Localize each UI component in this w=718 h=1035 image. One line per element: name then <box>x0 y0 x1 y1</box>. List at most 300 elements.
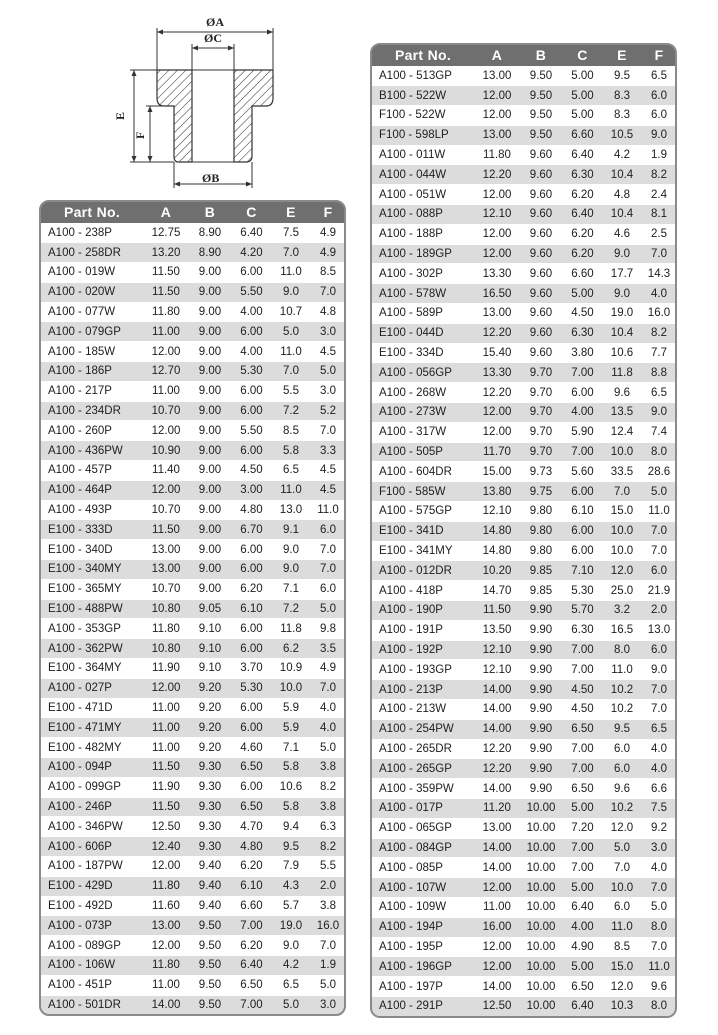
cell-f: 8.0 <box>642 917 676 937</box>
cell-b: 8.90 <box>188 223 232 243</box>
cell-part-no: A100 - 193GP <box>371 660 475 680</box>
cell-a: 12.00 <box>475 403 519 423</box>
cell-a: 13.00 <box>144 560 188 580</box>
cell-b: 9.90 <box>519 700 563 720</box>
cell-e: 5.7 <box>271 896 311 916</box>
column-header-a: A <box>475 44 519 66</box>
cell-a: 12.00 <box>475 224 519 244</box>
table-row <box>40 837 345 857</box>
cell-f: 7.5 <box>642 798 676 818</box>
cell-c: 5.00 <box>563 86 602 106</box>
cell-f: 7.0 <box>311 282 345 302</box>
cell-e: 10.2 <box>602 680 642 700</box>
cell-part-no: A100 - 501DR <box>40 995 144 1015</box>
cell-f: 5.0 <box>311 975 345 995</box>
cell-part-no: A100 - 265DR <box>371 739 475 759</box>
cell-a: 11.80 <box>144 955 188 975</box>
cell-f: 3.8 <box>311 797 345 817</box>
table-row <box>371 482 676 502</box>
cell-f: 7.0 <box>642 244 676 264</box>
cell-b: 9.00 <box>188 540 232 560</box>
table-row <box>40 857 345 877</box>
cell-c: 7.00 <box>563 363 602 383</box>
cell-c: 6.50 <box>232 758 271 778</box>
cell-a: 12.50 <box>144 817 188 837</box>
cell-a: 12.00 <box>144 480 188 500</box>
cell-a: 13.00 <box>475 818 519 838</box>
cell-e: 4.3 <box>271 876 311 896</box>
cell-a: 13.30 <box>475 264 519 284</box>
table-row <box>371 719 676 739</box>
cell-e: 5.8 <box>271 797 311 817</box>
table-row <box>371 917 676 937</box>
cell-part-no: A100 - 189GP <box>371 244 475 264</box>
cell-e: 6.5 <box>271 975 311 995</box>
cell-c: 6.50 <box>563 977 602 997</box>
cell-c: 6.20 <box>232 857 271 877</box>
cell-e: 13.5 <box>602 403 642 423</box>
table-row <box>40 421 345 441</box>
table-row <box>371 185 676 205</box>
cell-f: 9.0 <box>642 660 676 680</box>
cell-a: 10.20 <box>475 561 519 581</box>
cell-c: 6.00 <box>232 619 271 639</box>
column-header-f: F <box>642 44 676 66</box>
cell-e: 11.0 <box>602 660 642 680</box>
cell-c: 7.20 <box>563 818 602 838</box>
cell-c: 6.30 <box>563 323 602 343</box>
cell-c: 6.70 <box>232 520 271 540</box>
cell-c: 6.00 <box>232 322 271 342</box>
cell-f: 8.2 <box>642 165 676 185</box>
cell-f: 28.6 <box>642 462 676 482</box>
cell-part-no: A100 - 190P <box>371 601 475 621</box>
cell-b: 10.00 <box>519 878 563 898</box>
cell-b: 9.90 <box>519 719 563 739</box>
cell-b: 10.00 <box>519 996 563 1016</box>
cell-f: 2.4 <box>642 185 676 205</box>
table-row <box>371 422 676 442</box>
cell-f: 4.0 <box>642 284 676 304</box>
cell-part-no: E100 - 492D <box>40 896 144 916</box>
cell-f: 8.5 <box>311 263 345 283</box>
cell-a: 13.00 <box>144 916 188 936</box>
cell-c: 7.00 <box>563 442 602 462</box>
cell-c: 6.50 <box>563 779 602 799</box>
table-row <box>40 896 345 916</box>
cell-f: 5.0 <box>642 897 676 917</box>
cell-c: 6.20 <box>563 224 602 244</box>
table-row <box>371 977 676 997</box>
table-row <box>371 264 676 284</box>
cell-e: 9.6 <box>602 779 642 799</box>
cell-e: 10.0 <box>602 442 642 462</box>
cell-e: 7.0 <box>602 482 642 502</box>
table-row <box>371 957 676 977</box>
cell-b: 9.50 <box>519 66 563 86</box>
cell-part-no: A100 - 107W <box>371 878 475 898</box>
cell-part-no: F100 - 522W <box>371 106 475 126</box>
cell-a: 16.00 <box>475 917 519 937</box>
cell-b: 9.20 <box>188 698 232 718</box>
cell-e: 12.0 <box>602 818 642 838</box>
cell-part-no: A100 - 273W <box>371 403 475 423</box>
cell-c: 3.70 <box>232 659 271 679</box>
cell-b: 9.00 <box>188 579 232 599</box>
cell-e: 12.0 <box>602 561 642 581</box>
cell-a: 13.00 <box>475 304 519 324</box>
table-header-row <box>371 44 676 66</box>
cell-b: 9.00 <box>188 480 232 500</box>
cell-part-no: A100 - 020W <box>40 282 144 302</box>
cell-e: 6.2 <box>271 639 311 659</box>
cell-c: 6.60 <box>563 264 602 284</box>
cell-e: 10.5 <box>602 125 642 145</box>
cell-e: 9.5 <box>602 719 642 739</box>
cell-c: 6.00 <box>232 381 271 401</box>
cell-a: 11.00 <box>144 322 188 342</box>
cell-a: 12.00 <box>475 957 519 977</box>
cell-b: 9.00 <box>188 282 232 302</box>
table-row <box>371 739 676 759</box>
cell-part-no: A100 - 505P <box>371 442 475 462</box>
cell-a: 12.10 <box>475 205 519 225</box>
cell-c: 6.00 <box>563 383 602 403</box>
cell-b: 9.73 <box>519 462 563 482</box>
cell-a: 11.40 <box>144 461 188 481</box>
cell-f: 11.0 <box>311 500 345 520</box>
cell-f: 4.9 <box>311 659 345 679</box>
cell-part-no: A100 - 012DR <box>371 561 475 581</box>
cell-f: 4.0 <box>311 718 345 738</box>
column-header-part-no: Part No. <box>371 44 475 66</box>
cell-f: 2.0 <box>642 601 676 621</box>
table-row <box>371 521 676 541</box>
cell-f: 6.5 <box>642 383 676 403</box>
cell-e: 5.9 <box>271 698 311 718</box>
cell-part-no: A100 - 056GP <box>371 363 475 383</box>
dimension-label-f: F <box>133 131 147 139</box>
cell-c: 7.00 <box>563 660 602 680</box>
cell-e: 11.8 <box>271 619 311 639</box>
cell-a: 12.20 <box>475 323 519 343</box>
cell-part-no: A100 - 362PW <box>40 639 144 659</box>
cell-a: 12.00 <box>475 244 519 264</box>
cell-a: 11.50 <box>144 797 188 817</box>
cell-e: 9.0 <box>271 282 311 302</box>
cell-f: 5.0 <box>311 738 345 758</box>
cell-f: 1.9 <box>642 145 676 165</box>
table-row <box>371 561 676 581</box>
cell-c: 4.00 <box>563 403 602 423</box>
cell-f: 4.9 <box>311 223 345 243</box>
cell-f: 4.5 <box>311 480 345 500</box>
cell-a: 14.00 <box>475 719 519 739</box>
cell-a: 15.40 <box>475 343 519 363</box>
cell-b: 9.00 <box>188 441 232 461</box>
cell-f: 7.0 <box>642 878 676 898</box>
cell-e: 9.0 <box>271 560 311 580</box>
cell-part-no: A100 - 238P <box>40 223 144 243</box>
cell-a: 12.00 <box>475 86 519 106</box>
table-row <box>40 381 345 401</box>
cell-b: 9.05 <box>188 599 232 619</box>
cell-b: 10.00 <box>519 818 563 838</box>
cell-b: 9.00 <box>188 500 232 520</box>
table-row <box>371 897 676 917</box>
cell-f: 6.0 <box>642 561 676 581</box>
cell-part-no: A100 - 451P <box>40 975 144 995</box>
cell-c: 3.80 <box>563 343 602 363</box>
cell-part-no: E100 - 482MY <box>40 738 144 758</box>
bushing-cross-section-diagram <box>110 10 300 190</box>
cell-b: 9.30 <box>188 797 232 817</box>
cell-b: 9.00 <box>188 461 232 481</box>
cell-c: 7.00 <box>563 759 602 779</box>
cell-b: 9.50 <box>188 955 232 975</box>
cell-f: 4.5 <box>311 461 345 481</box>
dimension-label-c: ØC <box>204 31 222 45</box>
cell-b: 9.00 <box>188 560 232 580</box>
table-row <box>371 640 676 660</box>
cell-e: 8.5 <box>602 937 642 957</box>
cell-c: 7.00 <box>563 739 602 759</box>
cell-e: 11.0 <box>271 263 311 283</box>
table-row <box>371 304 676 324</box>
cell-c: 4.50 <box>232 461 271 481</box>
cell-b: 9.60 <box>519 264 563 284</box>
table-row <box>40 263 345 283</box>
cell-a: 11.50 <box>144 520 188 540</box>
cell-part-no: A100 - 346PW <box>40 817 144 837</box>
cell-c: 6.40 <box>563 145 602 165</box>
cell-f: 4.0 <box>642 739 676 759</box>
column-header-e: E <box>271 201 311 223</box>
table-row <box>371 125 676 145</box>
cell-b: 9.50 <box>519 106 563 126</box>
cell-part-no: E100 - 364MY <box>40 659 144 679</box>
cell-b: 9.70 <box>519 363 563 383</box>
cell-b: 9.30 <box>188 758 232 778</box>
cell-e: 7.9 <box>271 857 311 877</box>
cell-part-no: A100 - 099GP <box>40 777 144 797</box>
cell-c: 6.40 <box>563 205 602 225</box>
cell-part-no: A100 - 017P <box>371 798 475 818</box>
cell-part-no: A100 - 359PW <box>371 779 475 799</box>
table-row <box>40 639 345 659</box>
table-row <box>371 165 676 185</box>
cell-c: 6.00 <box>232 698 271 718</box>
cell-e: 6.5 <box>271 461 311 481</box>
cell-b: 9.85 <box>519 581 563 601</box>
cell-a: 12.00 <box>144 936 188 956</box>
cell-part-no: E100 - 471MY <box>40 718 144 738</box>
cell-b: 9.00 <box>188 421 232 441</box>
cell-b: 9.00 <box>188 322 232 342</box>
cell-a: 12.00 <box>475 185 519 205</box>
cell-a: 11.50 <box>144 758 188 778</box>
cell-a: 10.70 <box>144 579 188 599</box>
table-row <box>371 224 676 244</box>
cell-b: 9.60 <box>519 304 563 324</box>
cell-part-no: A100 - 457P <box>40 461 144 481</box>
cell-f: 4.0 <box>642 759 676 779</box>
cell-c: 4.60 <box>232 738 271 758</box>
cell-f: 6.3 <box>311 817 345 837</box>
cell-e: 5.9 <box>271 718 311 738</box>
table-row <box>371 581 676 601</box>
table-row <box>371 838 676 858</box>
column-header-b: B <box>188 201 232 223</box>
cell-e: 11.8 <box>602 363 642 383</box>
cell-f: 6.0 <box>642 640 676 660</box>
table-row <box>40 678 345 698</box>
cell-a: 11.70 <box>475 442 519 462</box>
cell-c: 7.00 <box>563 838 602 858</box>
cell-f: 9.0 <box>642 125 676 145</box>
cell-c: 5.90 <box>563 422 602 442</box>
cell-part-no: A100 - 246P <box>40 797 144 817</box>
cell-a: 11.00 <box>144 698 188 718</box>
table-row <box>40 401 345 421</box>
cell-part-no: A100 - 317W <box>371 422 475 442</box>
cell-a: 11.60 <box>144 896 188 916</box>
table-row <box>371 779 676 799</box>
cell-f: 5.0 <box>311 362 345 382</box>
cell-f: 3.0 <box>642 838 676 858</box>
cell-f: 16.0 <box>642 304 676 324</box>
cell-f: 4.0 <box>642 858 676 878</box>
cell-part-no: A100 - 051W <box>371 185 475 205</box>
cell-a: 12.10 <box>475 660 519 680</box>
cell-part-no: A100 - 088P <box>371 205 475 225</box>
cell-f: 7.7 <box>642 343 676 363</box>
table-row <box>371 145 676 165</box>
table-row <box>40 916 345 936</box>
cell-f: 4.8 <box>311 302 345 322</box>
column-header-b: B <box>519 44 563 66</box>
cell-a: 14.80 <box>475 521 519 541</box>
cell-e: 7.0 <box>271 243 311 263</box>
cell-a: 12.00 <box>475 106 519 126</box>
cell-f: 5.0 <box>311 599 345 619</box>
cell-e: 8.5 <box>271 421 311 441</box>
cell-e: 10.4 <box>602 205 642 225</box>
cell-e: 5.0 <box>602 838 642 858</box>
cell-c: 6.40 <box>563 897 602 917</box>
cell-part-no: A100 - 094P <box>40 758 144 778</box>
cell-f: 3.0 <box>311 381 345 401</box>
cell-part-no: E100 - 340D <box>40 540 144 560</box>
table-row <box>40 619 345 639</box>
cell-a: 13.20 <box>144 243 188 263</box>
cell-e: 10.2 <box>602 798 642 818</box>
cell-f: 7.0 <box>642 541 676 561</box>
table-row <box>371 462 676 482</box>
cell-c: 4.00 <box>563 917 602 937</box>
cell-c: 5.00 <box>563 106 602 126</box>
column-header-part-no: Part No. <box>40 201 144 223</box>
cell-e: 25.0 <box>602 581 642 601</box>
cell-f: 8.1 <box>642 205 676 225</box>
cell-part-no: E100 - 044D <box>371 323 475 343</box>
cell-part-no: A100 - 589P <box>371 304 475 324</box>
cell-part-no: A100 - 077W <box>40 302 144 322</box>
cell-part-no: A100 - 084GP <box>371 838 475 858</box>
cell-f: 3.8 <box>311 896 345 916</box>
cell-f: 14.3 <box>642 264 676 284</box>
dimension-label-a: ØA <box>206 15 224 29</box>
cell-b: 9.80 <box>519 521 563 541</box>
cell-a: 13.00 <box>475 66 519 86</box>
cell-f: 7.0 <box>311 560 345 580</box>
cell-e: 10.0 <box>602 878 642 898</box>
cell-a: 11.00 <box>144 718 188 738</box>
table-row <box>371 244 676 264</box>
cell-e: 6.0 <box>602 897 642 917</box>
cell-e: 10.6 <box>602 343 642 363</box>
cell-a: 11.80 <box>475 145 519 165</box>
cell-c: 3.00 <box>232 480 271 500</box>
cell-c: 6.00 <box>563 482 602 502</box>
cell-e: 9.0 <box>602 244 642 264</box>
cell-part-no: A100 - 044W <box>371 165 475 185</box>
cell-part-no: A100 - 575GP <box>371 502 475 522</box>
cell-f: 4.0 <box>311 698 345 718</box>
table-row <box>40 817 345 837</box>
cell-c: 6.20 <box>563 185 602 205</box>
cell-part-no: A100 - 027P <box>40 678 144 698</box>
cell-f: 6.0 <box>642 86 676 106</box>
cell-f: 8.2 <box>311 837 345 857</box>
cell-part-no: E100 - 333D <box>40 520 144 540</box>
cell-f: 6.6 <box>642 779 676 799</box>
cell-c: 6.30 <box>563 165 602 185</box>
cell-c: 6.50 <box>232 975 271 995</box>
cell-b: 9.80 <box>519 541 563 561</box>
cell-f: 7.0 <box>642 521 676 541</box>
cell-b: 9.90 <box>519 660 563 680</box>
cell-c: 5.00 <box>563 284 602 304</box>
cell-c: 7.10 <box>563 561 602 581</box>
cell-f: 7.4 <box>642 422 676 442</box>
cell-c: 6.00 <box>563 541 602 561</box>
cell-c: 5.70 <box>563 601 602 621</box>
cell-e: 5.5 <box>271 381 311 401</box>
cell-part-no: E100 - 471D <box>40 698 144 718</box>
cell-f: 6.0 <box>311 579 345 599</box>
cell-c: 5.50 <box>232 421 271 441</box>
table-row <box>371 66 676 86</box>
table-row <box>40 282 345 302</box>
table-row <box>371 284 676 304</box>
cell-b: 9.90 <box>519 759 563 779</box>
cell-f: 13.0 <box>642 620 676 640</box>
cell-a: 11.80 <box>144 619 188 639</box>
table-row <box>371 937 676 957</box>
cell-f: 6.5 <box>642 66 676 86</box>
cell-b: 9.20 <box>188 678 232 698</box>
table-row <box>40 659 345 679</box>
cell-a: 14.00 <box>475 680 519 700</box>
cell-e: 10.0 <box>602 521 642 541</box>
cell-part-no: B100 - 522W <box>371 86 475 106</box>
table-row <box>371 383 676 403</box>
cell-c: 7.00 <box>232 995 271 1015</box>
cell-part-no: A100 - 085P <box>371 858 475 878</box>
cell-e: 9.0 <box>271 540 311 560</box>
cell-e: 4.2 <box>271 955 311 975</box>
